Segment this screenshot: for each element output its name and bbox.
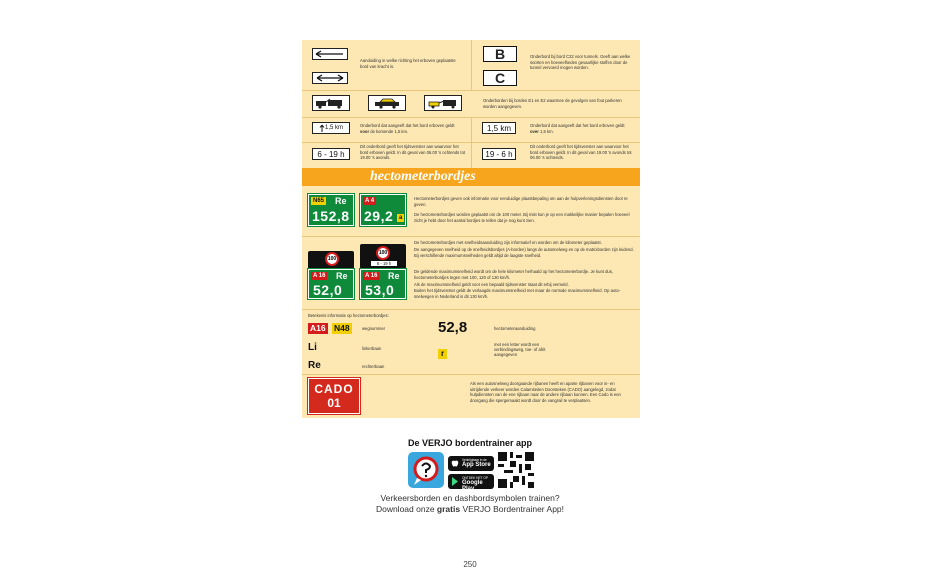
time-window-day-sign: 6 - 19 h	[312, 148, 350, 160]
hecto-sign-a16-52	[308, 269, 354, 299]
car-sign	[368, 95, 406, 111]
app-promo-title: De VERJO bordentrainer app	[407, 438, 533, 448]
hecto-sign-a16-53	[360, 269, 406, 299]
lane-left-code: Li	[308, 342, 317, 353]
tunnel-sign-b: B	[483, 46, 517, 62]
cado-description: Als een autosnelweg doorgaande rijbanen heeft en aparte rijbanen voor in- en uitrijdende verkeer worden Calamiteiten Doorsteken (CADO) aangelegd, zodat hulpdiensten van de ene rijbaan naar de andere rijbaan kunnen. Een Cado is een doorgang die spergemaakt wordt door de vangrail te verplaatsen.	[470, 381, 621, 403]
app-icon[interactable]	[408, 452, 444, 488]
document-page	[302, 40, 640, 418]
google-play-small: ONTDEK HET OP	[462, 476, 488, 480]
car-towed-sign	[424, 95, 462, 111]
hecto-number: 152,8	[312, 208, 350, 224]
hecto-sign-a4	[360, 194, 406, 226]
arrow-both-sign	[312, 72, 348, 84]
tunnel-sign-c: C	[483, 70, 517, 86]
meaning-intro: Betekenis informatie op hectometerbordjes:	[308, 313, 389, 318]
app-promo-line-2-post: VERJO Bordentrainer App!	[460, 504, 565, 514]
road-number-label: wegnummer	[362, 326, 386, 331]
tow-truck-icon	[315, 97, 347, 109]
section-banner	[302, 168, 640, 186]
app-promo-line-2-bold: gratis	[436, 504, 461, 514]
distance-for-value: 1,5 km	[324, 125, 343, 131]
app-store-label: App Store	[462, 462, 491, 468]
arrow-left-icon	[315, 50, 345, 58]
lane-right-label: rechterbaan	[362, 364, 385, 369]
route-tag-n65: N65	[313, 198, 325, 204]
hecto-number: 52,0	[313, 282, 343, 298]
hecto-speed-text-2: De aangegeven snelheid op de snelheidsbordjes (A-borden) langs de autosnelweg en op de matrixborden zijn leidend. Bij verschillende maximumsnelheden geldt altijd de laagste snelheid.	[414, 247, 634, 258]
lane-label: Re	[335, 196, 347, 206]
speed-time-window: 6 - 19 h	[371, 261, 397, 266]
arrow-both-icon	[315, 74, 345, 82]
qr-code-icon	[498, 452, 534, 488]
lane-label: Re	[388, 271, 400, 281]
google-play-label: Google Play	[462, 480, 483, 492]
speed-limit-circle: 100	[325, 252, 339, 266]
hecto-sign-n65	[308, 194, 354, 226]
hecto-info-text-2: De hectometerbordjes worden geplaatst om de 100 meter. Bij mist kun je op een makkelijke manier bepalen hoeveel zicht je hebt door het aantal bordjes te tellen dat je nog kunt zien.	[414, 212, 630, 223]
car-towed-icon	[427, 97, 459, 109]
hecto-info-text-1: Hectometerbordjes geven ook informatie voor eenduidige plaatsbepaling om aan de hulpverleningsdiensten door te geven.	[414, 196, 628, 207]
hecto-speed-text-5: Buiten het tijdsvenster geldt de verlaagde maximumsnelheid met maar de normale maximumsnelheid. Op auto-snelwegen in Nederland is dit 130 km/h.	[414, 288, 621, 299]
section-title: hectometerbordjes	[370, 169, 476, 184]
car-icon	[372, 97, 402, 109]
route-tag-a4: A 4	[365, 198, 375, 204]
arrows-description: Aanduiding in welke richting het erboven geplaatste bord van kracht is.	[360, 58, 456, 69]
cado-sign	[308, 378, 360, 414]
hecto-speed-text-1: De hectometerbordjes met snelheidsaanduiding zijn informatief en worden om de kilometer geplaatst.	[414, 240, 602, 245]
arrow-left-sign	[312, 48, 348, 60]
tunnel-description: Onderbord bij bord C22 voor tunnels. Geeft aan welke soorten en hoeveelheden gevaarlijke stoffen door de tunnel vervoerd mogen worden.	[530, 54, 631, 71]
distance-over-sign: 1,5 km	[482, 122, 516, 134]
distance-for-description: Onderbord dat aangeeft dat het bord erboven geldt voor de komende 1,5 km.	[360, 123, 455, 134]
hecto-number: 29,2	[364, 208, 394, 224]
emphasis: over	[530, 128, 539, 134]
play-icon	[451, 477, 459, 486]
route-tag-a16: A 16	[313, 273, 326, 279]
app-promo-line-2	[0, 504, 940, 514]
lane-label: Re	[336, 271, 348, 281]
row-meaning	[302, 309, 640, 375]
emphasis: voor	[360, 128, 370, 134]
lane-right-code: Re	[308, 360, 321, 371]
apple-icon	[451, 459, 459, 468]
app-promo-line-1: Verkeersborden en dashbordsymbolen trainen?	[380, 493, 560, 503]
route-tag-a16: A 16	[365, 273, 378, 279]
app-store-badge[interactable]	[448, 456, 494, 471]
hecto-speed-text-3: De geldende maximumsnelheid wordt om de hele kilometer herhaald op het hectometerbordje. Je kunt dus, hectometerbordjes tegen met 100, 120 of 130 km/h.	[414, 269, 614, 280]
speech-sign-icon	[408, 452, 444, 488]
app-promo-line-2-pre: Download onze	[375, 504, 437, 514]
road-number-n48: N48	[334, 323, 350, 333]
page-number: 250	[463, 560, 477, 569]
tow-description: Onderborden bij borden E1 en E2 waarmee de gevolgen van fout parkeren worden aangegeven.	[483, 98, 622, 109]
lane-left-label: linkerbaan	[362, 346, 382, 351]
hecto-speed-text-4: Als de maximumsnelheid geldt voor een bepaald tijdsvenster staat dit erbij vermeld.	[414, 282, 569, 287]
hecto-number: 53,0	[365, 282, 395, 298]
google-play-badge[interactable]	[448, 474, 494, 492]
time-window-night-sign: 19 - 6 h	[482, 148, 516, 160]
road-number-a16: A16	[310, 323, 326, 333]
cado-line-1: CADO	[314, 382, 354, 396]
qr-code[interactable]	[498, 452, 534, 488]
distance-over-description: Onderbord dat aangeeft dat het bord erboven geldt over 1,5 km.	[530, 123, 625, 134]
app-store-small: Verkrijgbaar in de	[462, 458, 487, 462]
letter-label: met een letter wordt een verbindingsweg, toe- of afrit aangegeven	[494, 342, 546, 358]
hecto-value-example: 52,8	[438, 319, 468, 336]
time-window-day-description: Dit onderbord geeft het tijdsvenster aan waarvoor het bord erboven geldt. In dit geval van 06.00 's ochtends tot 19.00 's avonds.	[360, 144, 466, 161]
tow-truck-sign	[312, 95, 350, 111]
cado-line-2: 01	[327, 396, 341, 410]
letter-example: r	[438, 349, 447, 359]
distance-for-sign	[312, 122, 350, 134]
speed-limit-circle-timed: 100	[376, 246, 390, 260]
hecto-value-label: hectometeraanduiding	[494, 326, 536, 331]
hecto-suffix: a	[399, 215, 403, 221]
time-window-night-description: Dit onderbord geeft het tijdsvenster aan waarvoor het bord erboven geldt. In dit geval van 19.00 's avonds tot 06.00 's ochtends.	[530, 144, 632, 161]
